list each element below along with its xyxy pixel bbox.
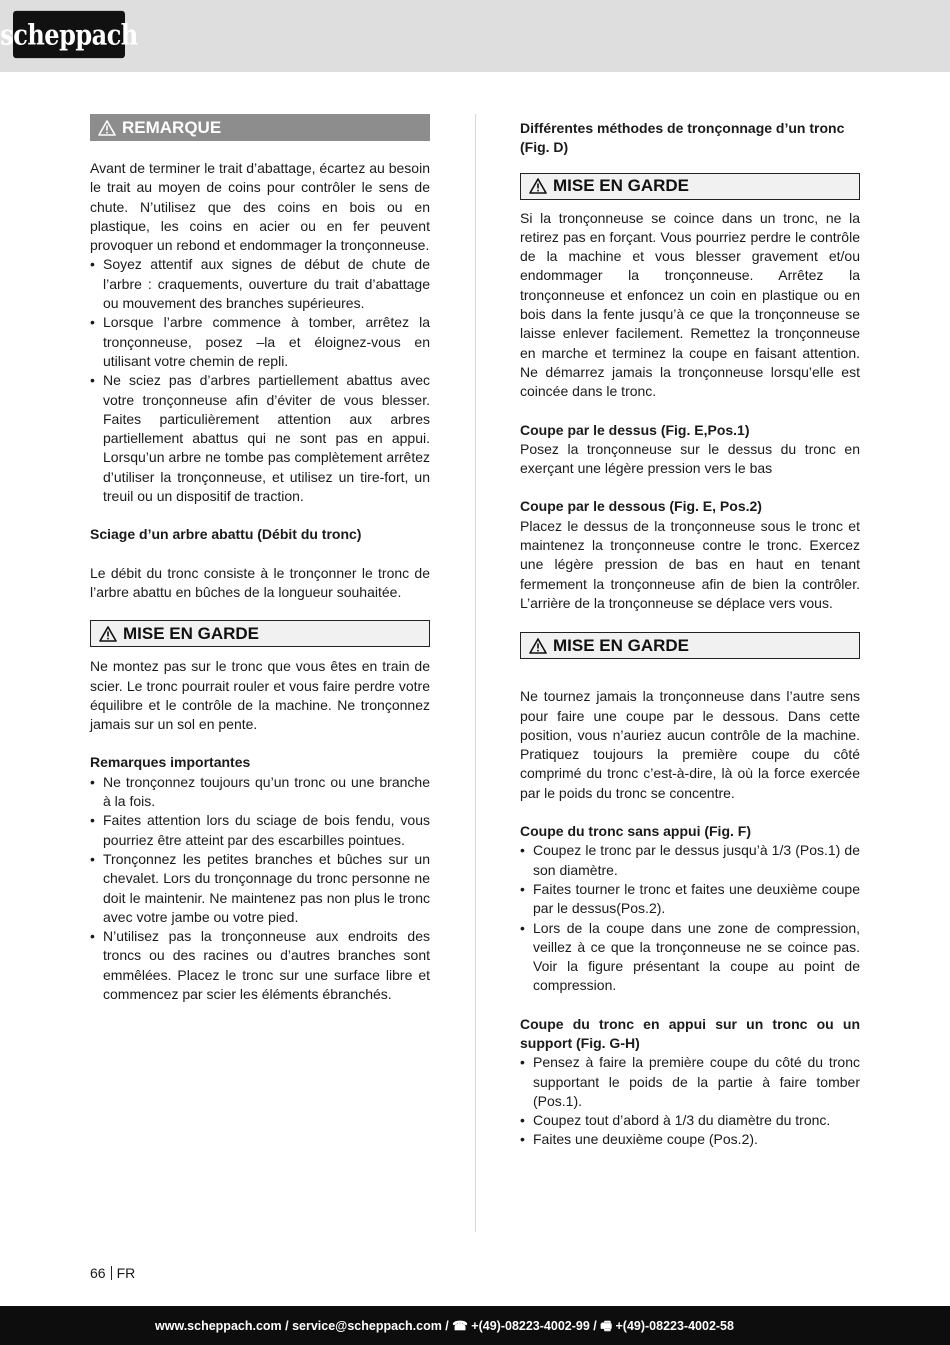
remarque-label: REMARQUE: [122, 117, 222, 137]
footer-contact: www.scheppach.com / service@scheppach.com / ☎ +(49)-08223-4002-99 / 🖷 +(49)-08223-4002-58: [155, 1319, 734, 1333]
list-item: • Coupez le tronc par le dessus jusqu’à 1/3 (Pos.1) de son diamètre.: [520, 841, 860, 880]
left-column: [90, 114, 430, 1004]
mise-en-garde-box: [520, 632, 860, 659]
right-column: [520, 114, 860, 1150]
footer-bar: [0, 1306, 950, 1345]
warning-icon: [99, 626, 117, 642]
page-number-value: 66: [90, 1265, 106, 1281]
remarque-list: [90, 255, 430, 506]
sciage-paragraph: Le débit du tronc consiste à le tronçonner le tronc de l’arbre abattu en bûches de la longueur souhaitée.: [90, 564, 430, 600]
dessous-paragraph: Placez le dessus de la tronçonneuse sous le tronc et maintenez la tronçonneuse contre le tronc. Exercez une légère pression de bas en haut en tenant fermement la tronçonneuse afin de bien la contrôler. L’arrière de la tronçonneuse se déplace vers vous.: [520, 517, 860, 611]
mise-en-garde-box: [90, 620, 430, 647]
mise-en-garde-paragraph: Ne tournez jamais la tronçonneuse dans l’autre sens pour faire une coupe par le dessous. Dans cette position, vous n’auriez aucun contrôle de la machine. Pratiquez toujours la première coupe du côté comprimé du tronc c’est-à-dire, là où la force exercée par le poids du tronc se concentre.: [520, 688, 860, 801]
page-separator: [111, 1266, 112, 1280]
page-number: [90, 1265, 135, 1281]
dessus-heading: Coupe par le dessus (Fig. E,Pos.1): [520, 421, 750, 438]
warning-icon: [529, 638, 547, 654]
list-item: • Soyez attentif aux signes de début de chute de l’arbre : craquements, ouverture du trait d’abattage ou mouvement des branches supérieures.: [90, 255, 430, 313]
list-item: • Tronçonnez les petites branches et bûches sur un chevalet. Lors du tronçonnage du tronc personne ne doit le maintenir. Ne maintenez pas non plus le tronc avec votre jambe ou votre pied.: [90, 850, 430, 927]
remarque-paragraph: Avant de terminer le trait d’abattage, écartez au besoin le trait au moyen de coins pour contrôler le sens de chute. N’utilisez que des coins en bois ou en plastique, les coins en acier ou en fer peuvent provoquer un rebond et endommager la tronçonneuse.: [90, 160, 430, 254]
remarques-importantes-heading: Remarques importantes: [90, 754, 251, 771]
remarques-importantes-list: [90, 773, 430, 1005]
mise-en-garde-paragraph: Ne montez pas sur le tronc que vous êtes en train de scier. Le tronc pourrait rouler et vous faire perdre votre équilibre et le contrôle de la machine. Ne tronçonnez jamais sur un sol en pente.: [90, 658, 430, 733]
warning-icon: [98, 120, 116, 136]
appui-list: [520, 1053, 860, 1149]
sans-appui-heading: Coupe du tronc sans appui (Fig. F): [520, 823, 751, 840]
list-item: • Faites attention lors du sciage de bois fendu, vous pourriez être atteint par des escarbilles pointues.: [90, 811, 430, 850]
warning-icon: [529, 178, 547, 194]
dessous-heading: Coupe par le dessous (Fig. E, Pos.2): [520, 498, 762, 515]
language-code: FR: [116, 1265, 136, 1281]
mise-en-garde-label: MISE EN GARDE: [553, 636, 690, 656]
dessus-paragraph: Posez la tronçonneuse sur le dessus du tronc en exerçant une légère pression vers le bas: [520, 440, 860, 477]
remarque-box: [90, 114, 430, 141]
page-header: [0, 0, 950, 72]
appui-heading: Coupe du tronc en appui sur un tronc ou un support (Fig. G-H): [520, 1015, 860, 1051]
list-item: • Lors de la coupe dans une zone de compression, veillez à ce que la tronçonneuse ne se coince pas. Voir la figure présentant la coupe au point de compression.: [520, 919, 860, 996]
mise-en-garde-label: MISE EN GARDE: [123, 624, 260, 644]
methodes-heading: Différentes méthodes de tronçonnage d’un tronc (Fig. D): [520, 120, 845, 156]
column-divider: [475, 114, 476, 1232]
list-item: • Ne sciez pas d’arbres partiellement abattus avec votre tronçonneuse afin d’éviter de vous blesser. Faites particulièrement attention aux arbres partiellement abattus qui ne sont pas en appui. Lorsqu’un arbre ne tombe pas complètement arrêtez d’utiliser la tronçonneuse, et utilisez un tire-fort, un treuil ou un dispositif de traction.: [90, 371, 430, 506]
mise-en-garde-box: [520, 173, 860, 200]
list-item: • Lorsque l’arbre commence à tomber, arrêtez la tronçonneuse, posez –la et éloignez-vous en utilisant votre chemin de repli.: [90, 313, 430, 371]
list-item: • Faites une deuxième coupe (Pos.2).: [520, 1130, 860, 1149]
list-item: • N’utilisez pas la tronçonneuse aux endroits des troncs ou des racines ou d’autres branches sont emmêlées. Placez le tronc sur une surface libre et commencez par scier les éléments ébranchés.: [90, 927, 430, 1004]
sciage-heading: Sciage d’un arbre abattu (Débit du tronc): [90, 526, 362, 543]
list-item: • Pensez à faire la première coupe du côté du tronc supportant le poids de la partie à faire tomber (Pos.1).: [520, 1053, 860, 1111]
scheppach-logo: scheppach: [13, 11, 125, 58]
sans-appui-list: [520, 841, 860, 995]
mise-en-garde-label: MISE EN GARDE: [553, 176, 690, 196]
list-item: • Coupez tout d’abord à 1/3 du diamètre du tronc.: [520, 1111, 860, 1130]
list-item: • Faites tourner le tronc et faites une deuxième coupe par le dessus(Pos.2).: [520, 880, 860, 919]
list-item: • Ne tronçonnez toujours qu’un tronc ou une branche à la fois.: [90, 773, 430, 812]
mise-en-garde-paragraph: Si la tronçonneuse se coince dans un tronc, ne la retirez pas en forçant. Vous pourriez perdre le contrôle de la machine et vous blesser gravement et/ou endommager la tronçonneuse. Arrêtez la tronçonneuse et enfoncez un coin en plastique ou en bois dans la fente jusqu’à ce que la tronçonneuse se laisse enlever facilement. Remettez la tronçonneuse en marche et terminez la coupe en faisant attention. Ne démarrez jamais la tronçonneuse lorsqu’elle est coincée dans le tronc.: [520, 209, 860, 400]
